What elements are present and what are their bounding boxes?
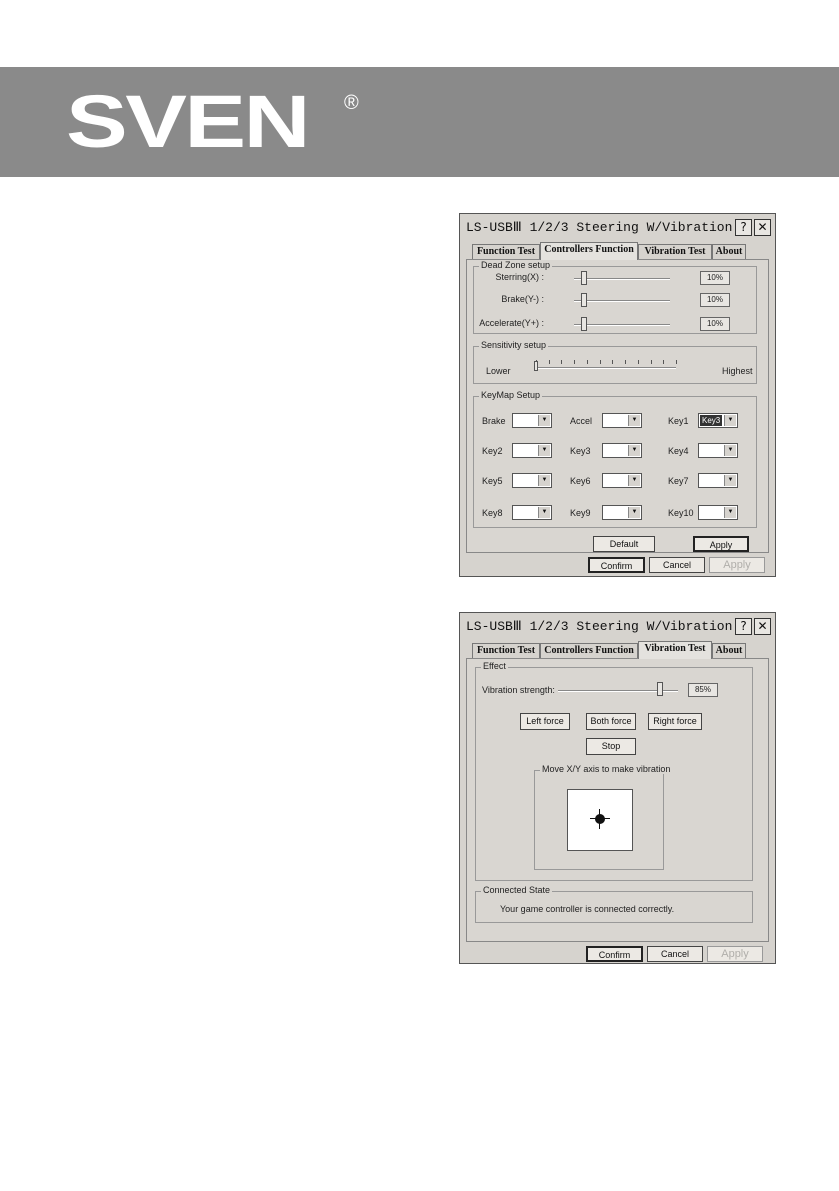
tab-bar: [466, 243, 769, 259]
keymap-label-7: Key6: [570, 476, 591, 486]
vibration-slider[interactable]: [657, 682, 663, 696]
dropdown-arrow-icon[interactable]: ▼: [628, 445, 640, 456]
dropdown-arrow-icon[interactable]: ▼: [628, 475, 640, 486]
sensitivity-tick: [676, 360, 677, 364]
xy-axis-group: [534, 764, 671, 870]
cancel-button[interactable]: Cancel: [647, 946, 703, 962]
accelerate-slider-track: [574, 324, 670, 326]
sensitivity-tick: [651, 360, 652, 364]
keymap-select-value: [700, 475, 704, 486]
connected-message: Your game controller is connected correctly.: [500, 904, 675, 914]
sensitivity-highest-label: Highest: [722, 366, 753, 376]
stop-button[interactable]: Stop: [586, 738, 636, 755]
sensitivity-label: Sensitivity setup: [481, 340, 547, 350]
dropdown-arrow-icon[interactable]: ▼: [538, 475, 550, 486]
left-force-button[interactable]: Left force: [520, 713, 570, 730]
dropdown-arrow-icon[interactable]: ▼: [724, 507, 736, 518]
xy-pad[interactable]: [567, 789, 633, 851]
keymap-label-9: Key8: [482, 508, 503, 518]
sensitivity-tick: [625, 360, 626, 364]
right-force-button[interactable]: Right force: [648, 713, 702, 730]
help-button[interactable]: ?: [735, 618, 752, 635]
keymap-select-4[interactable]: [602, 443, 642, 458]
keymap-label-10: Key9: [570, 508, 591, 518]
steering-label: Sterring(X) :: [495, 272, 544, 282]
keymap-label-2: Key1: [668, 416, 689, 426]
tab-controllers-function[interactable]: Controllers Function: [540, 242, 638, 260]
keymap-select-value: [514, 475, 518, 486]
keymap-label-8: Key7: [668, 476, 689, 486]
apply-button[interactable]: Apply: [709, 557, 765, 573]
steering-slider-track: [574, 278, 670, 280]
confirm-button[interactable]: Confirm: [588, 557, 645, 573]
keymap-select-6[interactable]: [512, 473, 552, 488]
sensitivity-tick: [561, 360, 562, 364]
cancel-button[interactable]: Cancel: [649, 557, 705, 573]
brake-label: Brake(Y-) :: [501, 294, 544, 304]
crosshair-h-line: [590, 818, 610, 819]
keymap-select-10[interactable]: [602, 505, 642, 520]
close-button[interactable]: ✕: [754, 618, 771, 635]
title-bar: [460, 613, 775, 641]
vibration-strength-value: 85%: [688, 683, 718, 697]
controllers-panel: [466, 259, 769, 553]
tab-bar: [466, 642, 769, 658]
keymap-label-3: Key2: [482, 446, 503, 456]
sensitivity-tick: [574, 360, 575, 364]
vibration-panel: [466, 658, 769, 942]
connected-state-label: Connected State: [483, 885, 551, 895]
sensitivity-group: [473, 340, 757, 384]
brake-value: 10%: [700, 293, 730, 307]
effect-group: [475, 661, 753, 881]
dropdown-arrow-icon[interactable]: ▼: [538, 415, 550, 426]
brake-slider[interactable]: [581, 293, 587, 307]
accelerate-label: Accelerate(Y+) :: [479, 318, 544, 328]
dropdown-arrow-icon[interactable]: ▼: [538, 445, 550, 456]
keymap-select-value: [604, 415, 608, 426]
connected-state-group: [475, 885, 753, 923]
tab-vibration-test[interactable]: Vibration Test: [638, 244, 712, 259]
keymap-select-value: [604, 475, 608, 486]
sensitivity-tick: [612, 360, 613, 364]
dropdown-arrow-icon[interactable]: ▼: [724, 475, 736, 486]
keymap-label-0: Brake: [482, 416, 506, 426]
keymap-label: KeyMap Setup: [481, 390, 541, 400]
keymap-select-9[interactable]: [512, 505, 552, 520]
keymap-select-value: [604, 445, 608, 456]
tab-about[interactable]: About: [712, 643, 746, 658]
dropdown-arrow-icon[interactable]: ▼: [628, 415, 640, 426]
apply-inner-button[interactable]: Apply: [693, 536, 749, 552]
keymap-select-0[interactable]: [512, 413, 552, 428]
keymap-select-1[interactable]: [602, 413, 642, 428]
sensitivity-tick: [600, 360, 601, 364]
registered-mark: ®: [344, 92, 359, 114]
dead-zone-label: Dead Zone setup: [481, 260, 551, 270]
keymap-select-value: [514, 445, 518, 456]
keymap-select-value: Key3: [702, 416, 721, 425]
keymap-label-6: Key5: [482, 476, 503, 486]
steering-value: 10%: [700, 271, 730, 285]
tab-vibration-test[interactable]: Vibration Test: [638, 641, 712, 659]
tab-controllers-function[interactable]: Controllers Function: [540, 643, 638, 658]
help-button[interactable]: ?: [735, 219, 752, 236]
keymap-select-value: [514, 415, 518, 426]
keymap-group: [473, 390, 757, 528]
keymap-select-3[interactable]: [512, 443, 552, 458]
window-title: LS-USBⅢ 1/2/3 Steering W/Vibration: [466, 619, 733, 634]
tab-function-test[interactable]: Function Test: [472, 643, 540, 658]
keymap-select-value: [514, 507, 518, 518]
crosshair-icon: [595, 814, 605, 824]
sensitivity-tick: [663, 360, 664, 364]
xy-axis-label: Move X/Y axis to make vibration: [542, 764, 671, 774]
steering-slider[interactable]: [581, 271, 587, 285]
close-button[interactable]: ✕: [754, 219, 771, 236]
both-force-button[interactable]: Both force: [586, 713, 636, 730]
keymap-select-7[interactable]: [602, 473, 642, 488]
sven-logo: SVEN: [66, 80, 308, 163]
keymap-label-1: Accel: [570, 416, 593, 426]
confirm-button[interactable]: Confirm: [586, 946, 643, 962]
dropdown-arrow-icon[interactable]: ▼: [724, 415, 736, 426]
keymap-select-value: [700, 445, 704, 456]
keymap-select-value: [700, 507, 704, 518]
tab-about[interactable]: About: [712, 244, 746, 259]
dead-zone-group: [473, 260, 757, 334]
sensitivity-tick: [549, 360, 550, 364]
keymap-select-value: [604, 507, 608, 518]
controllers-function-dialog: [459, 213, 776, 577]
vibration-test-dialog: [459, 612, 776, 964]
vibration-strength-label: Vibration strength:: [482, 685, 555, 695]
sensitivity-lower-label: Lower: [486, 366, 511, 376]
brake-slider-track: [574, 300, 670, 302]
title-bar: [460, 214, 775, 242]
dropdown-arrow-icon[interactable]: ▼: [724, 445, 736, 456]
crosshair-v-line: [599, 809, 600, 829]
keymap-select-2[interactable]: [698, 413, 738, 428]
effect-label: Effect: [483, 661, 506, 671]
keymap-select-8[interactable]: [698, 473, 738, 488]
accelerate-value: 10%: [700, 317, 730, 331]
keymap-label-5: Key4: [668, 446, 689, 456]
keymap-label-4: Key3: [570, 446, 591, 456]
apply-button[interactable]: Apply: [707, 946, 763, 962]
sensitivity-tick: [638, 360, 639, 364]
accelerate-slider[interactable]: [581, 317, 587, 331]
dropdown-arrow-icon[interactable]: ▼: [538, 507, 550, 518]
window-title: LS-USBⅢ 1/2/3 Steering W/Vibration: [466, 220, 733, 235]
sensitivity-tick: [587, 360, 588, 364]
default-button[interactable]: Default: [593, 536, 655, 552]
sensitivity-slider[interactable]: [534, 361, 538, 371]
sensitivity-slider-track: [536, 367, 676, 369]
dropdown-arrow-icon[interactable]: ▼: [628, 507, 640, 518]
tab-function-test[interactable]: Function Test: [472, 244, 540, 259]
keymap-select-11[interactable]: [698, 505, 738, 520]
keymap-label-11: Key10: [668, 508, 694, 518]
keymap-select-5[interactable]: [698, 443, 738, 458]
